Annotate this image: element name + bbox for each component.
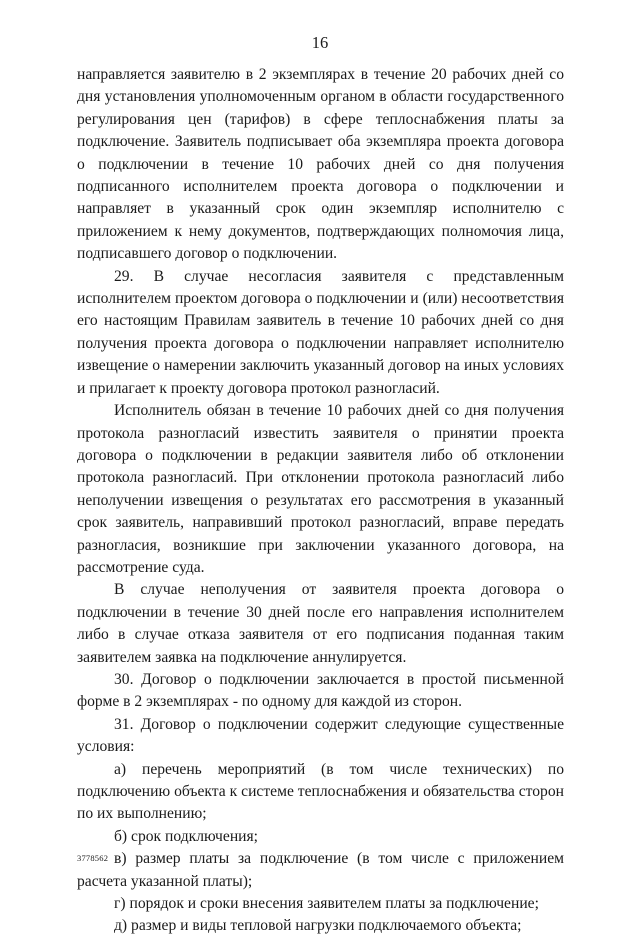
list-item-v: в) размер платы за подключение (в том числе с приложением расчета указанной платы); bbox=[77, 850, 564, 890]
list-item-a: а) перечень мероприятий (в том числе технических) по подключению объекта к системе теплоснабжения и обязательства сторон по их выполнению; bbox=[77, 760, 564, 823]
paragraph-application-annulment: В случае неполучения от заявителя проекта договора о подключении в течение 30 дней после его направления исполнителем либо в случае отказа заявителя от его подписания поданная таким заявителем заявка на подключение аннулируется. bbox=[77, 581, 564, 666]
paragraph-clause-31: 31. Договор о подключении содержит следующие существенные условия: bbox=[77, 715, 564, 756]
paragraph-clause-29: 29. В случае несогласия заявителя с представленным исполнителем проектом договора о подключении и (или) несоответствия его настоящим Правилам заявитель в течение 10 рабочих дней со дня получения проекта договора о подключении направляет исполнителю извещение о намерении заключить указанный договор на иных условиях и прилагает к проекту договора протокол разногласий. bbox=[77, 267, 564, 397]
document-code: 3778562 bbox=[77, 853, 109, 863]
document-body bbox=[77, 64, 564, 938]
paragraph-clause-30: 30. Договор о подключении заключается в простой письменной форме в 2 экземплярах - по одному для каждой из сторон. bbox=[77, 670, 564, 711]
page-number: 16 bbox=[311, 33, 329, 52]
paragraph-executor-obligation: Исполнитель обязан в течение 10 рабочих дней со дня получения протокола разногласий известить заявителя о принятии проекта договора о подключении в редакции заявителя либо об отклонении протокола разногласий. При отклонении протокола разногласий либо неполучении извещения о результатах его рассмотрения в указанный срок заявитель, направивший протокол разногласий, вправе передать разногласия, возникшие при заключении указанного договора, на рассмотрение суда. bbox=[77, 402, 564, 576]
list-item-d: д) размер и виды тепловой нагрузки подключаемого объекта; bbox=[114, 917, 522, 935]
list-item-g: г) порядок и сроки внесения заявителем платы за подключение; bbox=[114, 895, 539, 913]
paragraph-continuation: направляется заявителю в 2 экземплярах в течение 20 рабочих дней со дня установления уполномоченным органом в области государственного регулирования цен (тарифов) в сфере теплоснабжения платы за подключение. Заявитель подписывает оба экземпляра проекта договора о подключении в течение 10 рабочих дней со дня получения подписанного исполнителем проекта договора о подключении и направляет в указанный срок один экземпляр исполнителю с приложением к нему документов, подтверждающих полномочия лица, подписавшего договор о подключении. bbox=[77, 66, 564, 263]
list-item-b: б) срок подключения; bbox=[114, 827, 259, 845]
